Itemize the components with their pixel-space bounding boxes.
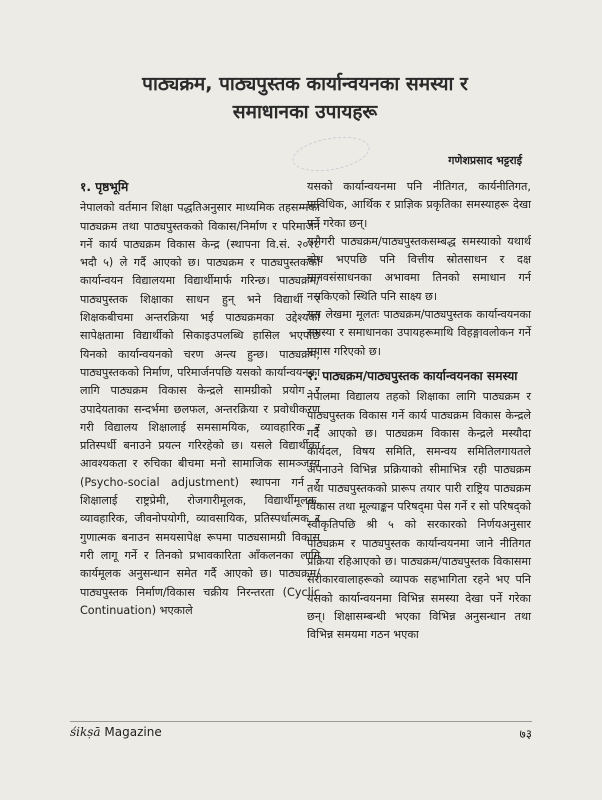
article-title bbox=[70, 70, 540, 126]
article-title-line-2: समाधानका उपायहरू bbox=[232, 101, 378, 123]
section-1-paragraph: नेपालको वर्तमान शिक्षा पद्धतिअनुसार माध्यमिक तहसम्मका पाठ्यक्रम तथा पाठ्यपुस्तकको विकास/निर्माण र परिमार्जन गर्ने कार्य पाठ्यक्रम विकास केन्द्र (स्थापना वि.सं. २०२८ भदौ ५) ले गर्दै आएको छ। पाठ्यक्रम र पाठ्यपुस्तकको कार्यान्वयन विद्यालयमा विद्यार्थीमार्फ गरिन्छ। पाठ्यक्रम/पाठ्यपुस्तक शिक्षाका साधन हुन् भने विद्यार्थी र शिक्षकबीचमा अन्तरक्रिया भई पाठ्यक्रमका उद्देश्यको सापेक्षतामा विद्यार्थीको सिकाइउपलब्धि हासिल भएपछि यिनको कार्यान्वयनको चरण अन्त्य हुन्छ। पाठ्यक्रम, पाठ्यपुस्तकको निर्माण, परिमार्जनपछि यसको कार्यान्वयनका लागि पाठ्यक्रम विकास केन्द्रले सामग्रीको प्रयोग र उपादेयताका सन्दर्भमा छलफल, अन्तरक्रिया र प्रवोधीकरण गरी विद्यालय शिक्षालाई समसामयिक, व्यावहारिक र प्रतिस्पर्धी बनाउने प्रयत्न गरिरहेको छ। यसले विद्यार्थीका आवश्यकता र रुचिका बीचमा मनो सामाजिक सामञ्जस्य (Psycho-social adjustment) स्थापना गर्न र शिक्षालाई राष्ट्रप्रेमी, रोजगारीमूलक, विद्यार्थीमूलक, व्यावहारिक, जीवनोपयोगी, व्यावसायिक, प्रतिस्पर्धात्मक र गुणात्मक बनाउन समयसापेक्ष रूपमा पाठ्यसामग्री विकास गरी लागू गर्ने र तिनको प्रभावकारिता आँकलनका लागि कार्यमूलक अनुसन्धान समेत गर्दै आएको छ। पाठ्यक्रम/पाठ्यपुस्तक निर्माण/विकास चक्रीय निरन्तरता (Cyclic Continuation) भएकाले bbox=[80, 201, 320, 617]
magazine-brand bbox=[70, 725, 162, 739]
library-stamp bbox=[290, 131, 372, 176]
right-paragraph-3: यस लेखमा मूलतः पाठ्यक्रम/पाठ्यपुस्तक कार्यान्वयनका समस्या र समाधानका उपायहरूमाथि विहङ्गावलोकन गर्ने प्रयास गरिएको छ। bbox=[307, 308, 531, 358]
page-number: ७३ bbox=[519, 727, 532, 741]
right-paragraph-2: यसैगरी पाठ्यक्रम/पाठ्यपुस्तकसम्बद्ध समस्याको यथार्थ बोध भएपछि पनि वित्तीय स्रोतसाधन र दक्ष मानवसंसाधनका अभावमा तिनको समाधान गर्न नसकिएको स्थिति पनि साक्ष्य छ। bbox=[307, 234, 531, 303]
right-paragraph-4: नेपालमा विद्यालय तहको शिक्षाका लागि पाठ्यक्रम र पाठ्यपुस्तक विकास गर्ने कार्य पाठ्यक्रम विकास केन्द्रले गर्दै आएको छ। पाठ्यक्रम विकास केन्द्रले मस्यौदा कार्यदल, विषय समिति, समन्वय समितिलगायतले अपनाउने विभिन्न प्रक्रियाको सीमाभित्र रही पाठ्यक्रम तथा पाठ्यपुस्तकको प्रारूप तयार पारी राष्ट्रिय पाठ्यक्रम विकास तथा मूल्याङ्कन परिषद्‌मा पेस गर्ने र सो परिषद्को स्वीकृतिपछि श्री ५ को सरकारको निर्णयअनुसार पाठ्यक्रम र पाठ्यपुस्तक कार्यान्वयनमा जाने नीतिगत प्रक्रिया रहिआएको छ। पाठ्यक्रम/पाठ्यपुस्तक विकासमा सरोकारवालाहरूको व्यापक सहभागिता रहने भए पनि यसको कार्यान्वयनमा विभिन्न समस्या देखा पर्ने गरेका छन्। शिक्षासम्बन्धी भएका विभिन्न अनुसन्धान तथा विभिन्न समयमा गठन भएका bbox=[307, 390, 531, 642]
brand-script-text: śikṣā bbox=[70, 725, 101, 739]
article-title-line-1: पाठ्यक्रम, पाठ्यपुस्तक कार्यान्वयनका समस्या र bbox=[142, 73, 468, 95]
left-column bbox=[80, 178, 320, 620]
section-2-heading: २. पाठ्यक्रम/पाठ्यपुस्तक कार्यान्वयनका समस्या bbox=[307, 368, 518, 383]
page-footer bbox=[70, 721, 532, 742]
right-paragraph-1: यसको कार्यान्वयनमा पनि नीतिगत, कार्यनीतिगत, प्राविधिक, आर्थिक र प्राज्ञिक प्रकृतिका समस्याहरू देखा पर्ने गरेका छन्। bbox=[307, 180, 531, 230]
right-column bbox=[307, 178, 531, 644]
author-name: गणेशप्रसाद भट्टराई bbox=[448, 154, 522, 167]
section-1-heading: १. पृष्ठभूमि bbox=[80, 180, 129, 194]
brand-word: Magazine bbox=[104, 725, 162, 739]
